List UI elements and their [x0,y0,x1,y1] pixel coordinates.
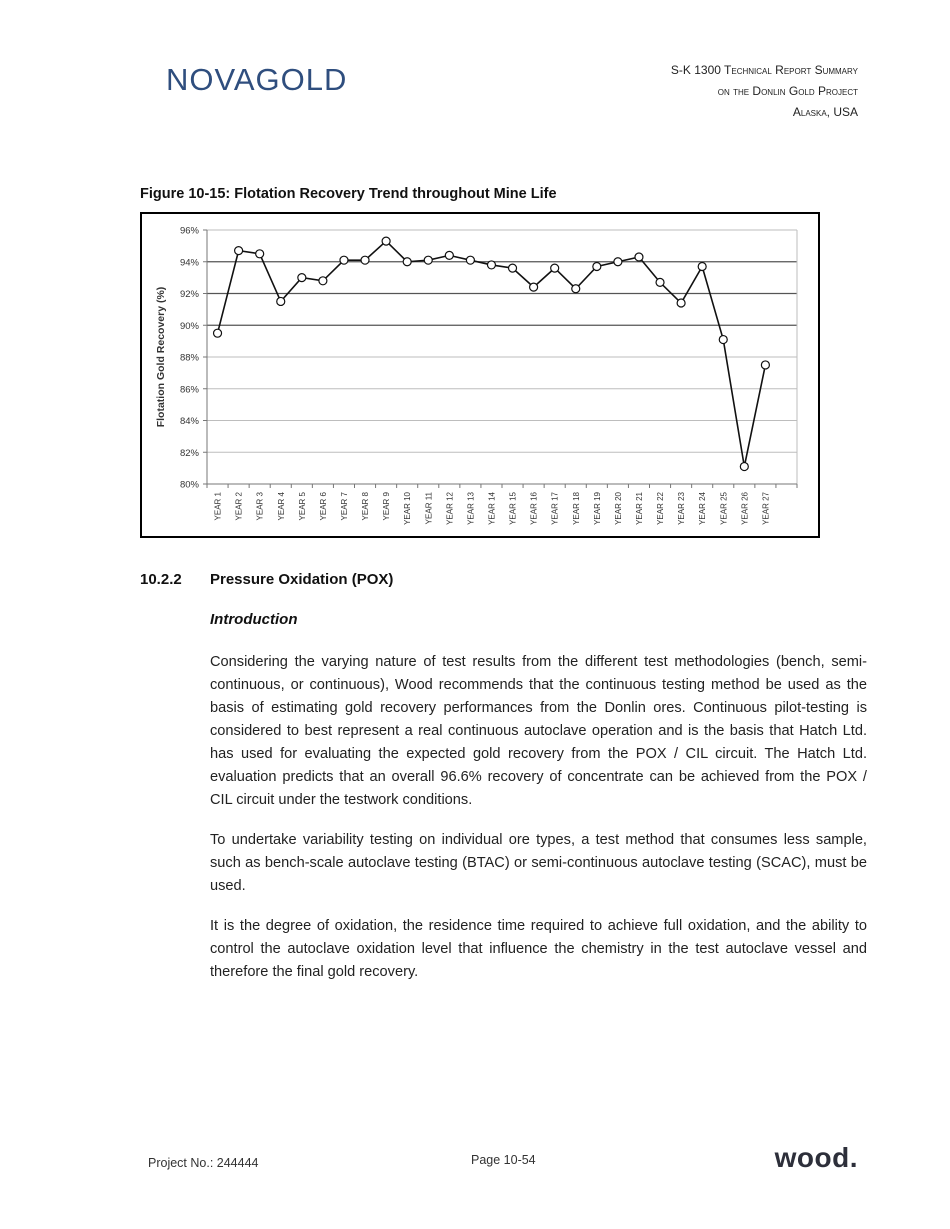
report-project-line: on the Donlin Gold Project [717,84,858,98]
y-tick-label: 90% [179,320,199,332]
data-point [761,361,769,369]
x-tick-label: YEAR 26 [740,492,750,525]
page-number: Page 10-54 [471,1153,536,1167]
wood-logo: wood. [774,1142,858,1173]
data-point [277,297,285,305]
x-tick-label: YEAR 21 [634,492,644,525]
novagold-logo [166,62,347,98]
data-point [319,277,327,285]
project-number: Project No.: 244444 [148,1156,259,1170]
x-tick-label: YEAR 13 [466,492,476,525]
report-location-line: Alaska, USA [792,105,858,119]
data-point [656,278,664,286]
paragraph: Considering the varying nature of test results from the different test methodologies (bench, semi-continuous, or continuous), Wood recommends that the continuous testing method be used as the basis of estimating gold recovery performances from the Donlin ores. Continuous pilot-testing is considered to best represent a real continuous autoclave operation and is the basis that Hatch Ltd. has used for evaluating the expected gold recovery from the POX / CIL circuit. The Hatch Ltd. evaluation predicts that an overall 96.6% recovery of concentrate can be achieved from the POX / CIL circuit under the testwork conditions. [210,654,867,808]
data-point [487,261,495,269]
report-title-line: S-K 1300 Technical Report Summary [670,63,858,77]
y-tick-label: 92% [179,289,199,300]
chart-svg [142,214,818,536]
data-point [635,253,643,261]
x-tick-label: YEAR 4 [276,492,286,521]
x-tick-label: YEAR 2 [234,492,244,521]
x-tick-label: YEAR 10 [403,492,413,525]
x-tick-label: YEAR 17 [550,492,560,525]
data-point [677,299,685,307]
data-point [698,263,706,271]
x-tick-label: YEAR 11 [424,492,434,525]
x-tick-label: YEAR 5 [297,492,307,521]
x-tick-label: YEAR 22 [656,492,666,525]
figure-caption: Figure 10-15: Flotation Recovery Trend throughout Mine Life [140,186,557,202]
x-tick-label: YEAR 19 [592,492,602,525]
data-point [424,256,432,264]
data-point [382,237,390,245]
logo-text: NOVAGOLD [166,62,348,97]
data-point [614,258,622,266]
data-point [719,336,727,344]
x-tick-label: YEAR 14 [487,492,497,525]
data-point [551,264,559,272]
data-point [445,251,453,259]
x-tick-label: YEAR 8 [361,492,371,521]
x-tick-label: YEAR 18 [571,492,581,525]
paragraph: It is the degree of oxidation, the residence time required to achieve full oxidation, and the ability to control the autoclave oxidation level that influence the chemistry in the test autoclave vessel and therefore the final gold recovery. [210,918,867,980]
section-heading [140,571,393,588]
section-number: 10.2.2 [140,571,182,588]
data-point [466,256,474,264]
x-tick-label: YEAR 15 [508,492,518,525]
data-point [572,285,580,293]
x-tick-label: YEAR 25 [719,492,729,525]
paragraph: To undertake variability testing on individual ore types, a test method that consumes less sample, such as bench-scale autoclave testing (BTAC) or semi-continuous autoclave testing (SCAC), must be used. [210,832,867,894]
data-point [235,247,243,255]
data-point [298,274,306,282]
data-point [361,256,369,264]
data-point [740,463,748,471]
data-point [509,264,517,272]
x-tick-label: YEAR 24 [698,492,708,525]
data-point [214,329,222,337]
x-tick-label: YEAR 1 [213,492,223,521]
x-tick-label: YEAR 23 [677,492,687,525]
section-title: Pressure Oxidation (POX) [210,571,394,588]
x-tick-label: YEAR 16 [529,492,539,525]
y-tick-label: 82% [179,447,199,459]
y-axis-title: Flotation Gold Recovery (%) [155,286,167,428]
data-point [256,250,264,258]
data-point [530,283,538,291]
y-tick-label: 88% [179,352,199,364]
x-tick-label: YEAR 12 [445,492,455,525]
x-tick-label: YEAR 27 [761,492,771,525]
y-tick-label: 86% [179,384,199,396]
data-point [403,258,411,266]
y-tick-label: 96% [179,225,199,237]
x-tick-label: YEAR 9 [382,492,392,521]
data-point [593,263,601,271]
x-tick-label: YEAR 3 [255,492,265,521]
recovery-chart [140,212,820,538]
y-tick-label: 80% [179,479,199,491]
y-tick-label: 94% [179,257,199,269]
x-tick-label: YEAR 7 [339,492,349,521]
y-tick-label: 84% [179,416,199,427]
report-header [498,60,858,123]
subsection-heading: Introduction [210,611,298,628]
x-tick-label: YEAR 20 [613,492,623,525]
data-point [340,256,348,264]
x-tick-label: YEAR 6 [318,492,328,521]
